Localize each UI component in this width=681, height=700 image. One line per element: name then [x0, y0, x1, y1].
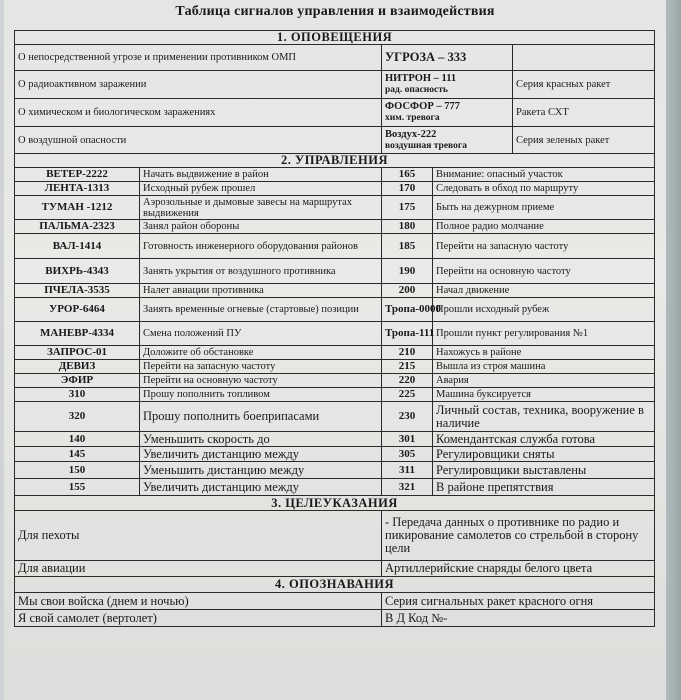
signal-code: 310 [15, 388, 140, 402]
table-row [15, 234, 655, 259]
signal-meaning: Уменьшить дистанцию между [140, 462, 382, 479]
table-row [15, 71, 655, 99]
signal-meaning: Перейти на основную частоту [433, 259, 655, 284]
signal-code: 321 [382, 479, 433, 496]
signal-code: ПЧЕЛА-3535 [15, 284, 140, 298]
signal-code: 210 [382, 346, 433, 360]
section-3-header-row [15, 496, 655, 511]
signal-code: 140 [15, 432, 140, 447]
target-label-aviation: Для авиации [15, 561, 382, 577]
signal-meaning: Исходный рубеж прошел [140, 182, 382, 196]
ident-left: Мы свои войска (днем и ночью) [15, 593, 382, 610]
table-row [15, 432, 655, 447]
section-2-header-row [15, 154, 655, 168]
signal-meaning: Готовность инженерного оборудования районов [140, 234, 382, 259]
table-row [15, 388, 655, 402]
signal-code: Тропа-111 [382, 322, 433, 346]
signal-meaning: Уменьшить скорость до [140, 432, 382, 447]
signal-meaning: Авария [433, 374, 655, 388]
table-row [15, 322, 655, 346]
signal-code: 301 [382, 432, 433, 447]
signal-code: ЗАПРОС-01 [15, 346, 140, 360]
alert-code-sub: воздушная тревога [385, 140, 467, 151]
signal-meaning: Начал движение [433, 284, 655, 298]
page-title: Таблица сигналов управления и взаимодействия [175, 4, 495, 19]
signal-meaning: Перейти на основную частоту [140, 374, 382, 388]
alert-description: О непосредственной угрозе и применении противником ОМП [15, 45, 382, 71]
signal-code: 215 [382, 360, 433, 374]
alert-code: Воздух-222 [385, 128, 437, 140]
signal-code: ВАЛ-1414 [15, 234, 140, 259]
table-row [15, 99, 655, 127]
table-row [15, 168, 655, 182]
ident-right: В Д Код №- [382, 610, 655, 627]
signal-meaning: Нахожусь в районе [433, 346, 655, 360]
table-row [15, 561, 655, 577]
table-row [15, 462, 655, 479]
signal-code: 185 [382, 234, 433, 259]
alert-code: ФОСФОР – 777 [385, 101, 461, 112]
table-row [15, 402, 655, 432]
signal-meaning: Прошу пополнить топливом [140, 388, 382, 402]
signal-code: 175 [382, 196, 433, 220]
signal-code: ВИХРЬ-4343 [15, 259, 140, 284]
signal-meaning: Занять временные огневые (стартовые) позиции [140, 298, 382, 322]
signal-meaning: Увеличить дистанцию между [140, 479, 382, 496]
signal-meaning: Вышла из строя машина [433, 360, 655, 374]
table-row [15, 447, 655, 462]
table-row [15, 374, 655, 388]
signal-meaning: Машина буксируется [433, 388, 655, 402]
section-1-header-row [15, 31, 655, 45]
table-row [15, 479, 655, 496]
table-row [15, 259, 655, 284]
section-2-header: 2. УПРАВЛЕНИЯ [15, 154, 655, 168]
alert-description: О радиоактивном заражении [15, 71, 382, 99]
table-row [15, 45, 655, 71]
signal-meaning: Личный состав, техника, вооружение в наличие [433, 402, 655, 432]
signal-meaning: Налет авиации противника [140, 284, 382, 298]
signal-code: 150 [15, 462, 140, 479]
section-3-header: 3. ЦЕЛЕУКАЗАНИЯ [15, 496, 655, 511]
signal-code: 145 [15, 447, 140, 462]
signal-sheet [4, 0, 666, 700]
signal-code: 225 [382, 388, 433, 402]
alert-code: УГРОЗА – 333 [382, 45, 513, 71]
signal-meaning: Начать выдвижение в район [140, 168, 382, 182]
signal-code: ЭФИР [15, 374, 140, 388]
signal-code: ДЕВИЗ [15, 360, 140, 374]
signal-meaning: Увеличить дистанцию между [140, 447, 382, 462]
target-label-infantry: Для пехоты [15, 511, 382, 561]
signal-meaning: Смена положений ПУ [140, 322, 382, 346]
signal-meaning: Перейти на запасную частоту [433, 234, 655, 259]
signal-meaning: Аэрозольные и дымовые завесы на маршрутах выдвижения [140, 196, 382, 220]
signal-meaning: Внимание: опасный участок [433, 168, 655, 182]
ident-right: Серия сигнальных ракет красного огня [382, 593, 655, 610]
signal-meaning: В районе препятствия [433, 479, 655, 496]
signal-code: 320 [15, 402, 140, 432]
alert-description: О воздушной опасности [15, 127, 382, 154]
signal-meaning: Занять укрытия от воздушного противника [140, 259, 382, 284]
alert-code-cell [382, 127, 513, 154]
table-row [15, 610, 655, 627]
table-row [15, 298, 655, 322]
section-1-header: 1. ОПОВЕЩЕНИЯ [15, 31, 655, 45]
alert-note: Ракета СХТ [513, 99, 655, 127]
signal-code: 220 [382, 374, 433, 388]
signal-code: 230 [382, 402, 433, 432]
table-row [15, 127, 655, 154]
signal-meaning: Занял район обороны [140, 220, 382, 234]
signal-code: 305 [382, 447, 433, 462]
signal-meaning: Комендантская служба готова [433, 432, 655, 447]
signal-code: ВЕТЕР-2222 [15, 168, 140, 182]
signal-meaning: Регулировщики сняты [433, 447, 655, 462]
signal-meaning: Быть на дежурном приеме [433, 196, 655, 220]
table-row [15, 196, 655, 220]
signal-code: 311 [382, 462, 433, 479]
signal-code: ЛЕНТА-1313 [15, 182, 140, 196]
section-4-header-row [15, 577, 655, 593]
signal-meaning: Регулировщики выставлены [433, 462, 655, 479]
signal-meaning: Прошли пункт регулирования №1 [433, 322, 655, 346]
alert-note: Серия красных ракет [513, 71, 655, 99]
signal-code: Тропа-0000 [382, 298, 433, 322]
table-row [15, 284, 655, 298]
table-row [15, 346, 655, 360]
signal-code: 200 [382, 284, 433, 298]
alert-code-sub: рад. опасность [385, 85, 448, 95]
signal-code: 180 [382, 220, 433, 234]
signal-meaning: Прошли исходный рубеж [433, 298, 655, 322]
signals-table [14, 30, 655, 627]
table-row [15, 182, 655, 196]
alert-note: Серия зеленых ракет [513, 127, 655, 154]
target-text-aviation: Артиллерийские снаряды белого цвета [382, 561, 655, 577]
signal-code: УРОР-6464 [15, 298, 140, 322]
target-text-infantry: - Передача данных о противнике по радио и пикирование самолетов со стрельбой в сторону цели [382, 511, 655, 561]
signal-code: МАНЕВР-4334 [15, 322, 140, 346]
table-row [15, 360, 655, 374]
table-row [15, 593, 655, 610]
signal-code: ПАЛЬМА-2323 [15, 220, 140, 234]
table-row [15, 220, 655, 234]
ident-left: Я свой самолет (вертолет) [15, 610, 382, 627]
signal-meaning: Полное радио молчание [433, 220, 655, 234]
alert-description: О химическом и биологическом заражениях [15, 99, 382, 127]
alert-code-cell [382, 99, 513, 127]
signal-code: ТУМАН -1212 [15, 196, 140, 220]
alert-code-cell [382, 71, 513, 99]
signal-code: 155 [15, 479, 140, 496]
alert-code: НИТРОН – 111 [385, 73, 457, 84]
signal-meaning: Следовать в обход по маршруту [433, 182, 655, 196]
section-4-header: 4. ОПОЗНАВАНИЯ [15, 577, 655, 593]
signal-meaning: Перейти на запасную частоту [140, 360, 382, 374]
signal-code: 165 [382, 168, 433, 182]
alert-note [513, 45, 655, 71]
alert-code-sub: хим. тревога [385, 113, 440, 123]
table-row [15, 511, 655, 561]
signal-code: 170 [382, 182, 433, 196]
signal-meaning: Доложите об обстановке [140, 346, 382, 360]
signal-code: 190 [382, 259, 433, 284]
signal-meaning: Прошу пополнить боеприпасами [140, 402, 382, 432]
